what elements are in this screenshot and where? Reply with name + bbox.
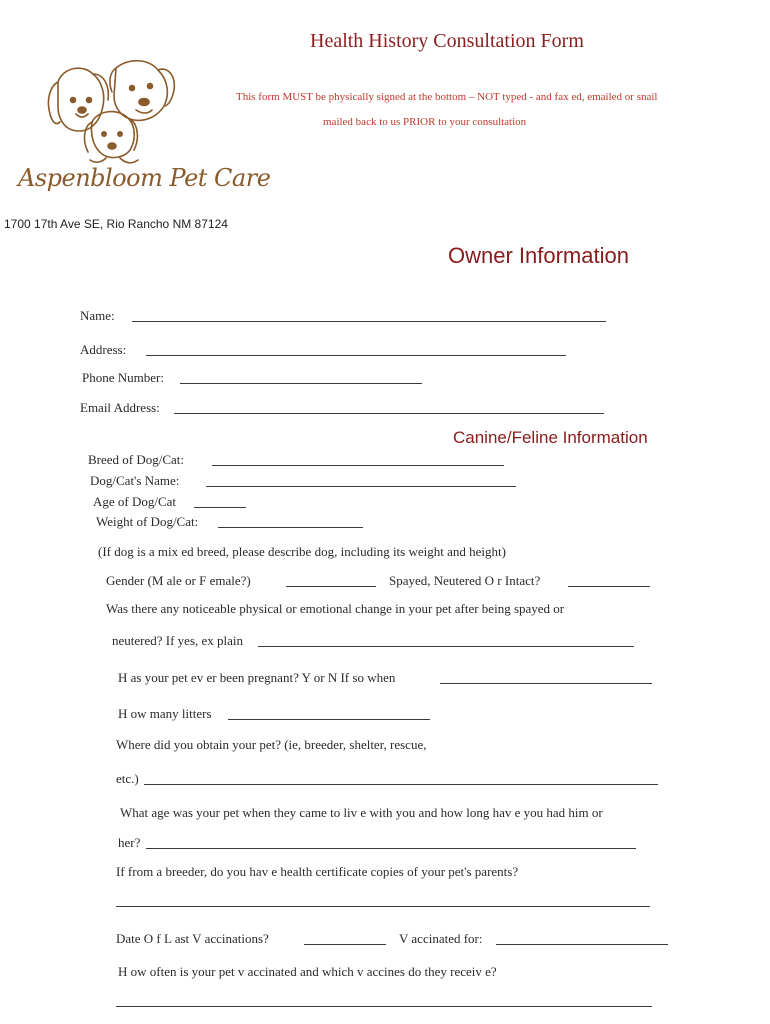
pet-age-field[interactable] (194, 507, 246, 508)
vaccination-date-label: Date O f L ast V accinations? (116, 931, 269, 946)
obtain-question-line1: Where did you obtain your pet? (ie, breeder, shelter, rescue, (116, 737, 427, 752)
breeder-field[interactable] (116, 906, 650, 907)
pregnant-field[interactable] (440, 683, 652, 684)
vaccination-frequency-field[interactable] (116, 1006, 652, 1007)
notice-line-2: mailed back to us PRIOR to your consultation (323, 116, 527, 128)
spayed-label: Spayed, Neutered O r Intact? (389, 573, 541, 588)
pregnant-question: H as your pet ev er been pregnant? Y or N If so when (118, 670, 396, 685)
litters-field[interactable] (228, 719, 430, 720)
vaccinated-for-field[interactable] (496, 944, 668, 945)
vaccinated-for-label: V accinated for: (399, 931, 483, 946)
form-title: Health History Consultation Form (310, 30, 584, 52)
pet-age-label: Age of Dog/Cat (93, 494, 177, 509)
email-label: Email Address: (80, 400, 160, 415)
name-label: Name: (80, 308, 115, 323)
gender-field[interactable] (286, 586, 376, 587)
breed-field[interactable] (212, 465, 504, 466)
litters-question: H ow many litters (118, 706, 212, 721)
weight-label: Weight of Dog/Cat: (96, 514, 199, 529)
age-came-question-line2: her? (118, 835, 141, 850)
spayed-field[interactable] (568, 586, 650, 587)
address-field[interactable] (146, 355, 566, 356)
change-question-line2: neutered? If yes, ex plain (112, 633, 244, 648)
vaccination-date-field[interactable] (304, 944, 386, 945)
notice-line-1: This form MUST be physically signed at the bottom – NOT typed - and fax ed, emailed or snail (236, 91, 658, 103)
name-field[interactable] (132, 321, 606, 322)
pet-info-heading: Canine/Feline Information (453, 428, 648, 447)
change-question-line1: Was there any noticeable physical or emotional change in your pet after being spayed or (106, 601, 565, 616)
mixed-breed-note: (If dog is a mix ed breed, please describe dog, including its weight and height) (98, 544, 506, 559)
age-came-field[interactable] (146, 848, 636, 849)
owner-info-heading: Owner Information (448, 243, 629, 268)
address-label: Address: (80, 342, 127, 357)
aspenbloom-logo (18, 52, 271, 212)
weight-field[interactable] (218, 527, 363, 528)
phone-label: Phone Number: (82, 370, 164, 385)
obtain-question-line2: etc.) (116, 771, 139, 786)
vaccination-frequency-question: H ow often is your pet v accinated and which v accines do they receiv e? (118, 964, 497, 979)
change-explain-field[interactable] (258, 646, 634, 647)
pet-name-field[interactable] (206, 486, 516, 487)
email-field[interactable] (174, 413, 604, 414)
pet-name-label: Dog/Cat's Name: (90, 473, 180, 488)
obtain-field[interactable] (144, 784, 658, 785)
breeder-question: If from a breeder, do you hav e health certificate copies of your pet's parents? (116, 864, 519, 879)
clinic-address: 1700 17th Ave SE, Rio Rancho NM 87124 (4, 217, 228, 231)
logo-wordmark: Aspenbloom Pet Care (18, 164, 271, 192)
gender-label: Gender (M ale or F emale?) (106, 573, 251, 588)
phone-field[interactable] (180, 383, 422, 384)
age-came-question-line1: What age was your pet when they came to liv e with you and how long hav e you had him or (120, 805, 603, 820)
breed-label: Breed of Dog/Cat: (88, 452, 185, 467)
